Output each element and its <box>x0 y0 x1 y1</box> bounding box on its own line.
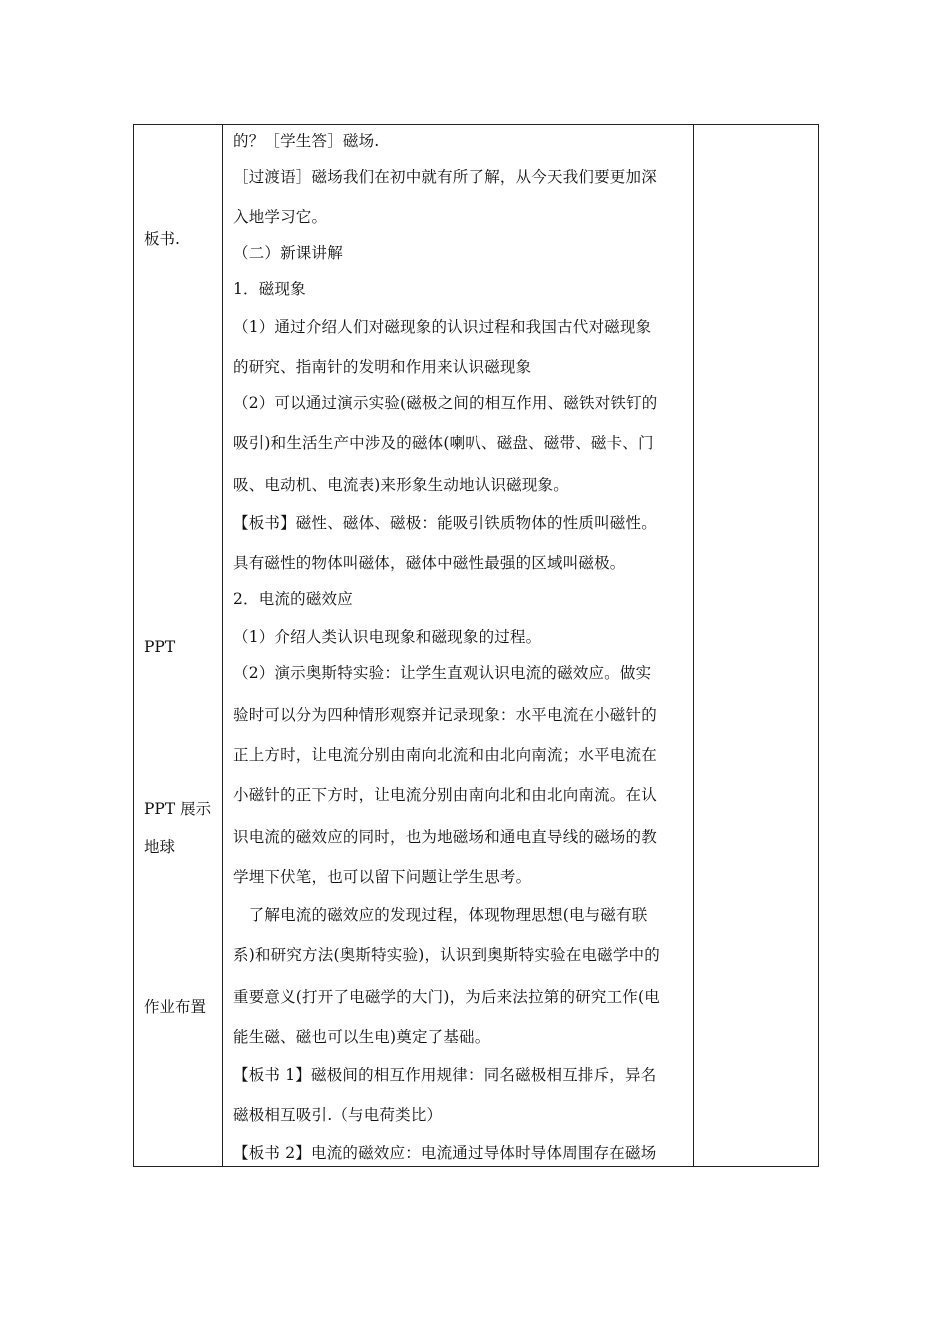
text-line: （二）新课讲解 <box>233 244 343 262</box>
column-divider-1 <box>222 125 223 1166</box>
text-line: 【板书 2】电流的磁效应：电流通过导体时导体周围存在磁场 <box>233 1144 657 1162</box>
text-line: （2）可以通过演示实验(磁极之间的相互作用、磁铁对铁钉的 <box>233 394 658 412</box>
left-label-ppt: PPT <box>144 638 176 656</box>
text-line: 重要意义(打开了电磁学的大门)，为后来法拉第的研究工作(电 <box>233 988 660 1006</box>
left-label-earth: 地球 <box>144 838 176 856</box>
text-line: 能生磁、磁也可以生电)奠定了基础。 <box>233 1028 491 1046</box>
text-line: （1）介绍人类认识电现象和磁现象的过程。 <box>233 628 542 646</box>
text-line: 小磁针的正下方时，让电流分别由南向北和由北向南流。在认 <box>233 786 657 804</box>
text-line: 学埋下伏笔，也可以留下问题让学生思考。 <box>233 868 532 886</box>
text-line: 系)和研究方法(奥斯特实验)，认识到奥斯特实验在电磁学中的 <box>233 946 660 964</box>
text-line: 吸引)和生活生产中涉及的磁体(喇叭、磁盘、磁带、磁卡、门 <box>233 434 654 452</box>
text-line: 【板书】磁性、磁体、磁极：能吸引铁质物体的性质叫磁性。 <box>233 514 657 532</box>
left-label-banshu: 板书. <box>144 230 180 248</box>
text-line: 【板书 1】磁极间的相互作用规律：同名磁极相互排斥，异名 <box>233 1066 657 1084</box>
text-line: 磁极相互吸引.（与电荷类比） <box>233 1106 443 1124</box>
text-line: 的？［学生答］磁场. <box>233 132 380 150</box>
text-line: 识电流的磁效应的同时，也为地磁场和通电直导线的磁场的教 <box>233 828 657 846</box>
left-label-homework: 作业布置 <box>144 998 207 1016</box>
left-label-ppt-show: PPT 展示 <box>144 800 212 818</box>
text-line: （2）演示奥斯特实验：让学生直观认识电流的磁效应。做实 <box>233 664 652 682</box>
text-line: 吸、电动机、电流表)来形象生动地认识磁现象。 <box>233 476 569 494</box>
text-line: 具有磁性的物体叫磁体，磁体中磁性最强的区域叫磁极。 <box>233 554 626 572</box>
text-line: 验时可以分为四种情形观察并记录现象：水平电流在小磁针的 <box>233 706 657 724</box>
text-line: 入地学习它。 <box>233 208 328 226</box>
text-line: 正上方时，让电流分别由南向北流和由北向南流；水平电流在 <box>233 746 657 764</box>
text-line: ［过渡语］磁场我们在初中就有所了解，从今天我们要更加深 <box>233 168 657 186</box>
lesson-plan-table <box>133 124 819 1167</box>
text-line: （1）通过介绍人们对磁现象的认识过程和我国古代对磁现象 <box>233 318 652 336</box>
text-line: 的研究、指南针的发明和作用来认识磁现象 <box>233 358 532 376</box>
text-line: 1．磁现象 <box>233 280 306 298</box>
text-line: 2．电流的磁效应 <box>233 590 353 608</box>
text-line: 了解电流的磁效应的发现过程，体现物理思想(电与磁有联 <box>233 906 648 924</box>
notes-column <box>694 125 818 1166</box>
